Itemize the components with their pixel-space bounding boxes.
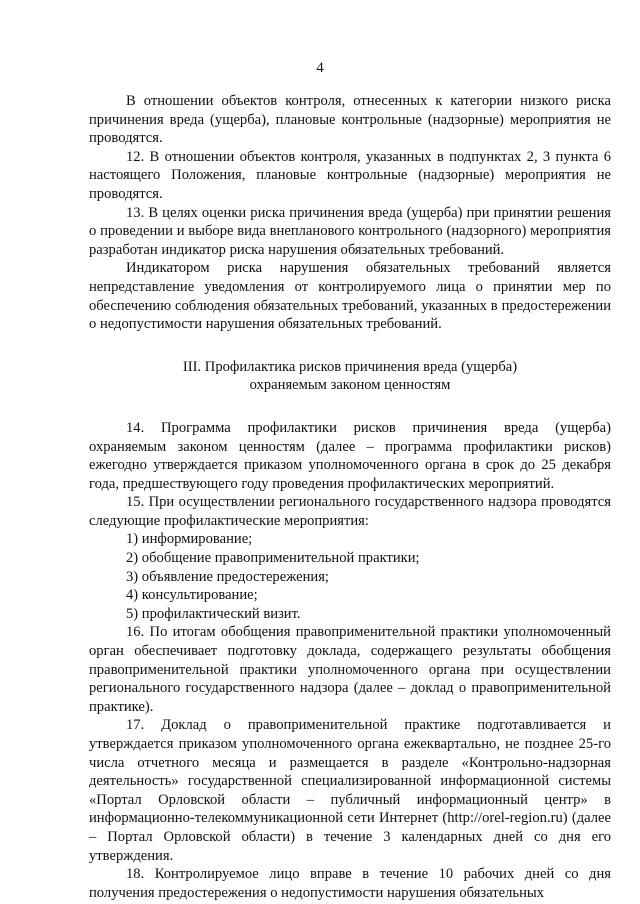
list-item: 5) профилактический визит.: [126, 605, 301, 622]
paragraph-16: 16. По итогам обобщения правоприменительной практики уполномоченный орган обеспечивает подготовку доклада, содержащего результаты обобщения правоприменительной практики уполномоченного органа при осуществлении регионального государственного надзора (далее – доклад о правоприменительной практике).: [89, 624, 611, 715]
list-item: 3) объявление предостережения;: [126, 568, 329, 585]
paragraph-12: 12. В отношении объектов контроля, указанных в подпунктах 2, 3 пункта 6 настоящего Положения, плановые контрольные (надзорные) мероприятия не проводятся.: [89, 148, 611, 202]
profilactic-measures-list: [89, 530, 611, 623]
paragraph-15: 15. При осуществлении регионального государственного надзора проводятся следующие профилактические мероприятия:: [89, 494, 611, 529]
spacer: [89, 334, 611, 358]
paragraph-17: 17. Доклад о правоприменительной практике подготавливается и утверждается приказом уполномоченного органа ежеквартально, не позднее 25-го числа отчетного месяца и размещается в разделе «Контрольно-надзорная деятельность» государственной специализированной информационной системы «Портал Орловской области – публичный информационный центр» в информационно-телекоммуникационной сети Интернет (http://orel-region.ru) (далее – Портал Орловской области) в течение 3 календарных дней со дня его утверждения.: [89, 717, 611, 864]
paragraph-18: 18. Контролируемое лицо вправе в течение 10 рабочих дней со дня получения предостережения о недопустимости нарушения обязательных: [89, 866, 611, 901]
list-item: 1) информирование;: [126, 531, 253, 548]
paragraph-low-risk: В отношении объектов контроля, отнесенных к категории низкого риска причинения вреда (ущерба), плановые контрольные (надзорные) мероприятия не проводятся.: [89, 93, 611, 147]
section-heading-line-1: III. Профилактика рисков причинения вреда (ущерба): [182, 358, 518, 375]
list-item: 4) консультирование;: [126, 587, 258, 604]
document-body: [89, 92, 611, 902]
paragraph-13: 13. В целях оценки риска причинения вреда (ущерба) при принятии решения о проведении и выборе вида внепланового контрольного (надзорного) мероприятия разработан индикатор риска нарушения обязательных требований.: [89, 204, 611, 258]
paragraph-14: 14. Программа профилактики рисков причинения вреда (ущерба) охраняемым законом ценностям (далее – программа профилактики рисков) ежегодно утверждается приказом уполномоченного органа в срок до 25 декабря года, предшествующего году проведения профилактических мероприятий.: [89, 419, 611, 492]
list-item: 2) обобщение правоприменительной практики;: [126, 550, 420, 567]
paragraph-risk-indicator: Индикатором риска нарушения обязательных требований является непредставление уведомления от контролируемого лица о принятии мер по обеспечению соблюдения обязательных требований, указанных в предостережении о недопустимости нарушения обязательных требований.: [89, 260, 611, 333]
spacer: [89, 395, 611, 419]
page-number: 4: [316, 60, 324, 76]
section-heading-line-2: охраняемым законом ценностям: [249, 377, 451, 394]
